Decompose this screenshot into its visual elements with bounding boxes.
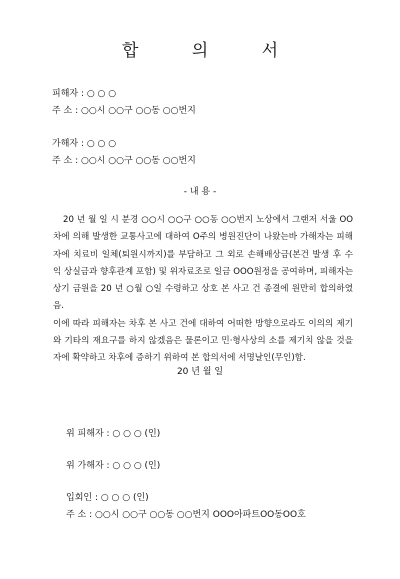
- perpetrator-address: 주 소 : ○○시 ○○구 ○○동 ○○번지: [52, 156, 196, 166]
- date-line: 20 년 월 일: [176, 367, 224, 377]
- victim-address: 주 소 : ○○시 ○○구 ○○동 ○○번지: [52, 106, 196, 116]
- victim-name: 피해자 : ○ ○ ○: [52, 89, 117, 99]
- perpetrator-name: 가해자 : ○ ○ ○: [52, 139, 117, 149]
- witness-address-line: 주 소 : ○○시 ○○구 ○○동 ○○번지 OOO아파트OO동OO호: [66, 510, 306, 520]
- content-heading: - 내 용 -: [183, 187, 217, 197]
- body-paragraph-2: 이에 따라 피해자는 차후 본 사고 건에 대하여 어떠한 방향으로라도 이의의 제기와 기타의 재요구를 하지 않겠음은 물론이고 민·형사상의 소를 제기치 않을 것을 자에 확약하고 차후에 증하기 위하여 본 합의서에 서명날인(무인)함.: [53, 318, 353, 364]
- agreement-body: [53, 212, 353, 368]
- victim-signature-line: 위 피해자 : ○ ○ ○ (인): [66, 429, 161, 439]
- perpetrator-signature-line: 위 가해자 : ○ ○ ○ (인): [66, 461, 161, 471]
- witness-signature-line: 입회인 : ○ ○ ○ (인): [66, 493, 149, 503]
- document-title: 합 의 서: [121, 41, 303, 61]
- body-paragraph-1: 20 년 월 일 시 분경 ○○시 ○○구 ○○동 ○○번지 노상에서 그랜저 서울 OO 차에 의해 발생한 교통사고에 대하여 O주의 병원진단이 나왔는바 가해자는 피해자에 치료비 일체(퇴원시까지)를 부담하고 그 외로 손해배상금(본건 발생 후 수익 상실금과 향후관계 포함) 및 위자료조로 일금 OOO원정을 공여하며, 피해자는 상기 금원을 20 년 ○월 ○일 수령하고 상호 본 사고 건 종결에 원만히 합의하였음.: [53, 215, 354, 312]
